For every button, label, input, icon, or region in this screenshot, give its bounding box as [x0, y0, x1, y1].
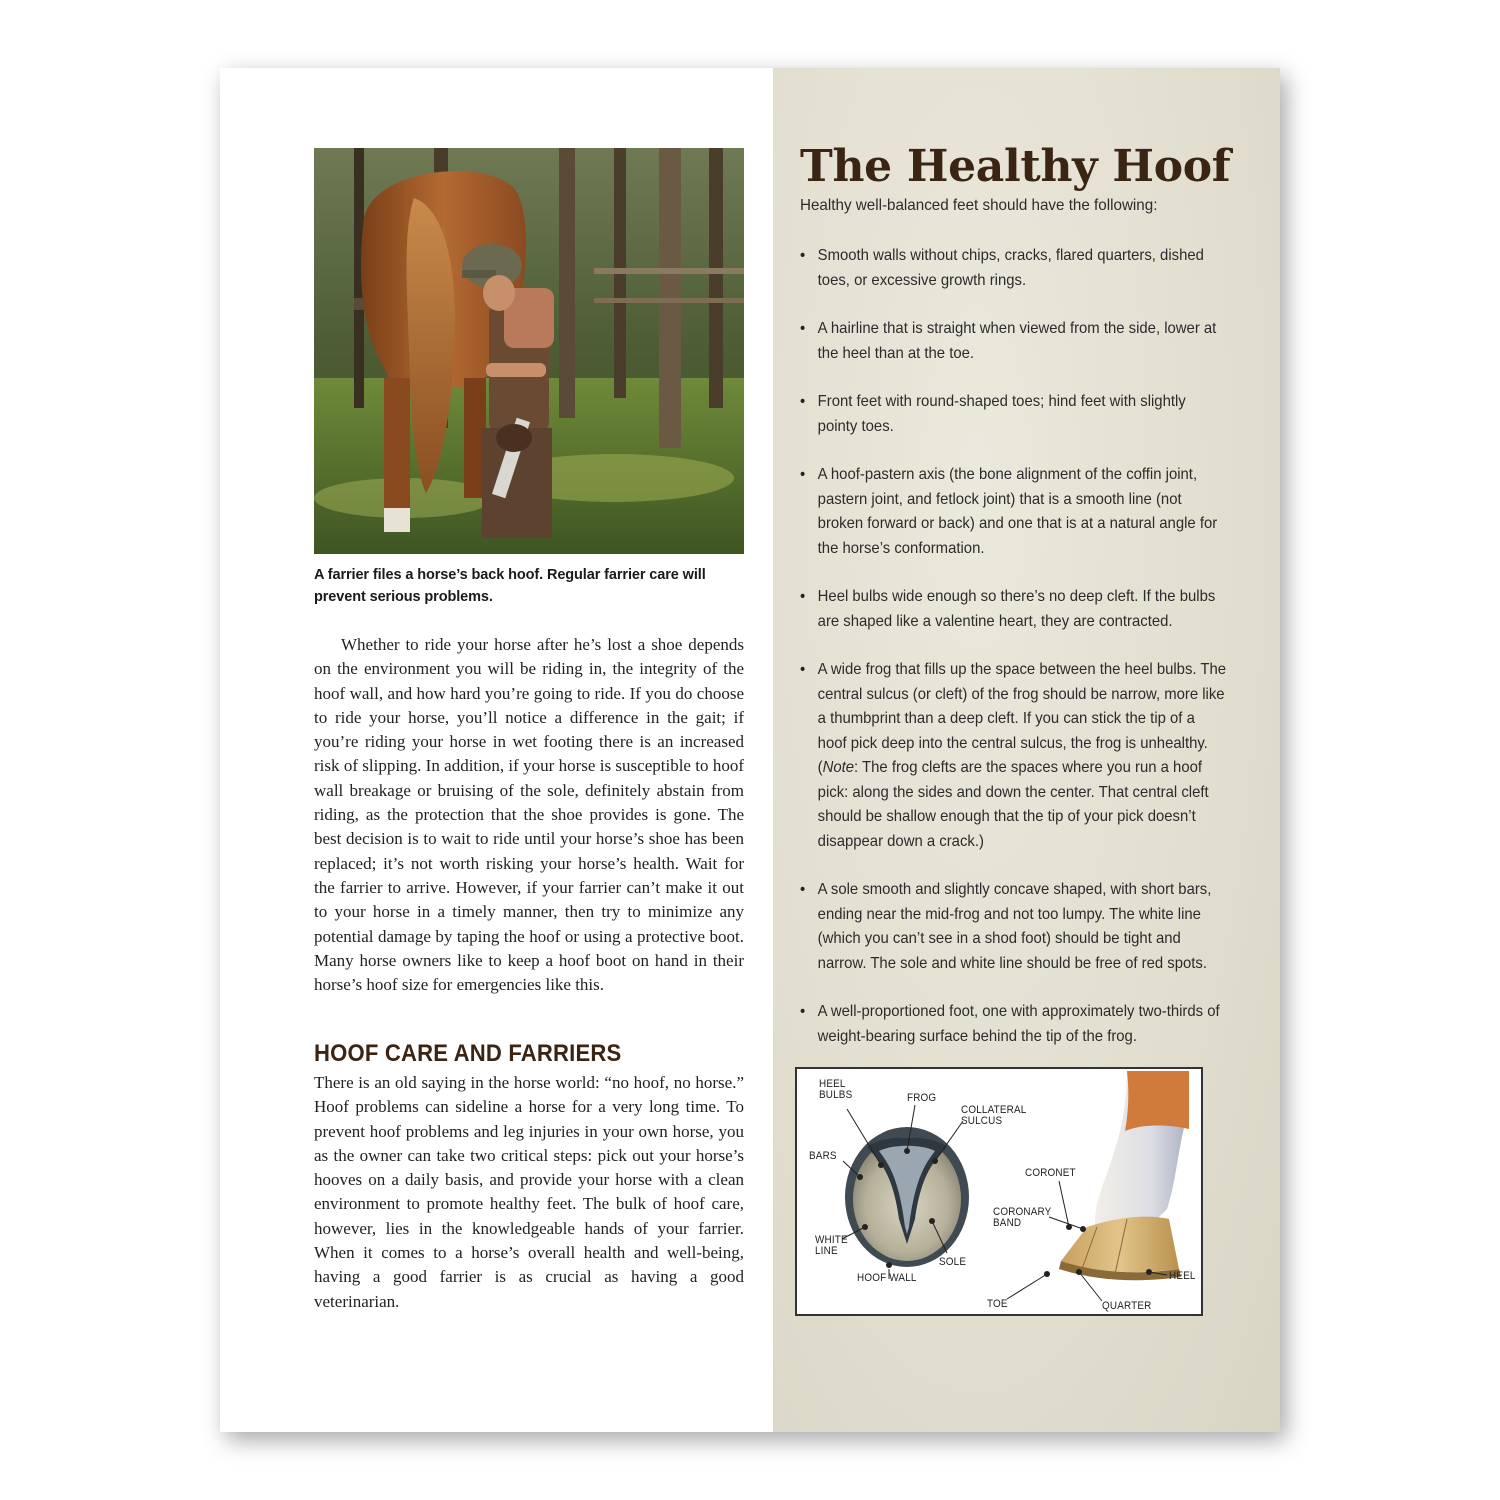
body-paragraph-1: Whether to ride your horse after he’s lost a shoe depends on the environment you will be riding in, the integrity of the hoof wall, and how hard you’re going to ride. If you do choose to ride your horse, you’ll notice a difference in the gait; if you’re riding your horse in wet footing there is an increased risk of slipping. In addition, if your horse is susceptible to hoof wall breakage or bruising of the sole, definitely abstain from riding, as the protection that the shoe provides is gone. The best decision is to wait to ride until your horse’s shoe has been replaced; it’s not worth risking your horse’s health. Wait for the farrier to arrive. However, if your farrier can’t make it out to your horse in a timely manner, then try to minimize any potential damage by taping the hoof or using a protective boot. Many horse owners like to keep a hoof boot on hand in their horse’s hoof size for emergencies like this. [314, 635, 744, 995]
healthy-hoof-list [800, 244, 1227, 1073]
label-heel-bulbs: HEEL BULBS [819, 1078, 853, 1101]
farrier-photo [314, 148, 744, 554]
list-item: • A hoof-pastern axis (the bone alignment of the coffin joint, pastern joint, and fetlock joint) that is a smooth line (not broken forward or back) and one that is at a natural angle for the horse’s conformation. [800, 463, 1227, 561]
label-frog: FROG [907, 1092, 937, 1104]
list-item: • Smooth walls without chips, cracks, flared quarters, dished toes, or excessive growth rings. [800, 244, 1227, 293]
book-page [220, 68, 1280, 1432]
sidebar-title: The Healthy Hoof [800, 141, 1231, 192]
left-column [220, 68, 773, 1432]
note-label: Note [822, 759, 855, 776]
label-quarter: QUARTER [1102, 1300, 1152, 1312]
list-item: • Heel bulbs wide enough so there’s no deep cleft. If the bulbs are shaped like a valentine heart, they are contracted. [800, 585, 1227, 634]
list-item [800, 658, 1227, 854]
body-paragraph-2: There is an old saying in the horse world: “no hoof, no horse.” Hoof problems can sideline a horse for a very long time. To prevent hoof problems and leg injuries in your own horse, you as the owner can take two critical steps: pick out your horse’s hooves on a daily basis, and provide your horse with a clean environment to promote healthy feet. The bulk of hoof care, however, lies in the knowledgeable hands of your farrier. When it comes to a horse’s overall health and well-being, having a good farrier is as crucial as having a good veterinarian. [314, 1073, 744, 1311]
list-item: • A sole smooth and slightly concave shaped, with short bars, ending near the mid-frog and not too lumpy. The white line (which you can’t see in a shod foot) should be tight and narrow. The sole and white line should be free of red spots. [800, 878, 1227, 976]
label-toe: TOE [987, 1298, 1008, 1310]
label-bars: BARS [809, 1150, 837, 1162]
list-item: • A hairline that is straight when viewed from the side, lower at the heel than at the toe. [800, 317, 1227, 366]
hoof-anatomy-diagram [795, 1067, 1203, 1316]
label-coronary-band: CORONARY BAND [993, 1206, 1052, 1229]
list-item-text-cont: : The frog clefts are the spaces where you run a hoof pick: along the sides and down the center. That central cleft should be shallow enough that the tip of your pick doesn’t disappear down a crack.) [817, 759, 1209, 850]
photo-caption: A farrier files a horse’s back hoof. Regular farrier care will prevent serious problems. [314, 567, 706, 605]
label-heel: HEEL [1169, 1270, 1196, 1282]
section-heading: HOOF CARE AND FARRIERS [314, 1040, 622, 1067]
sidebar-intro: Healthy well-balanced feet should have the following: [800, 197, 1158, 214]
label-hoof-wall: HOOF WALL [857, 1272, 917, 1284]
list-item-text: A wide frog that fills up the space between the heel bulbs. The central sulcus (or cleft) of the frog should be narrow, more like a thumbprint than a deep cleft. If you can stick the tip of a hoof pick deep into the central sulcus, the frog is unhealthy. ( [817, 661, 1227, 776]
label-coronet: CORONET [1025, 1167, 1076, 1179]
list-item: • A well-proportioned foot, one with approximately two-thirds of weight-bearing surface behind the tip of the frog. [800, 1000, 1227, 1049]
sidebar-column [773, 68, 1280, 1432]
list-item: • Front feet with round-shaped toes; hind feet with slightly pointy toes. [800, 390, 1227, 439]
label-collateral-sulcus: COLLATERAL SULCUS [961, 1104, 1027, 1127]
label-white-line: WHITE LINE [815, 1234, 848, 1257]
label-sole: SOLE [939, 1256, 967, 1268]
